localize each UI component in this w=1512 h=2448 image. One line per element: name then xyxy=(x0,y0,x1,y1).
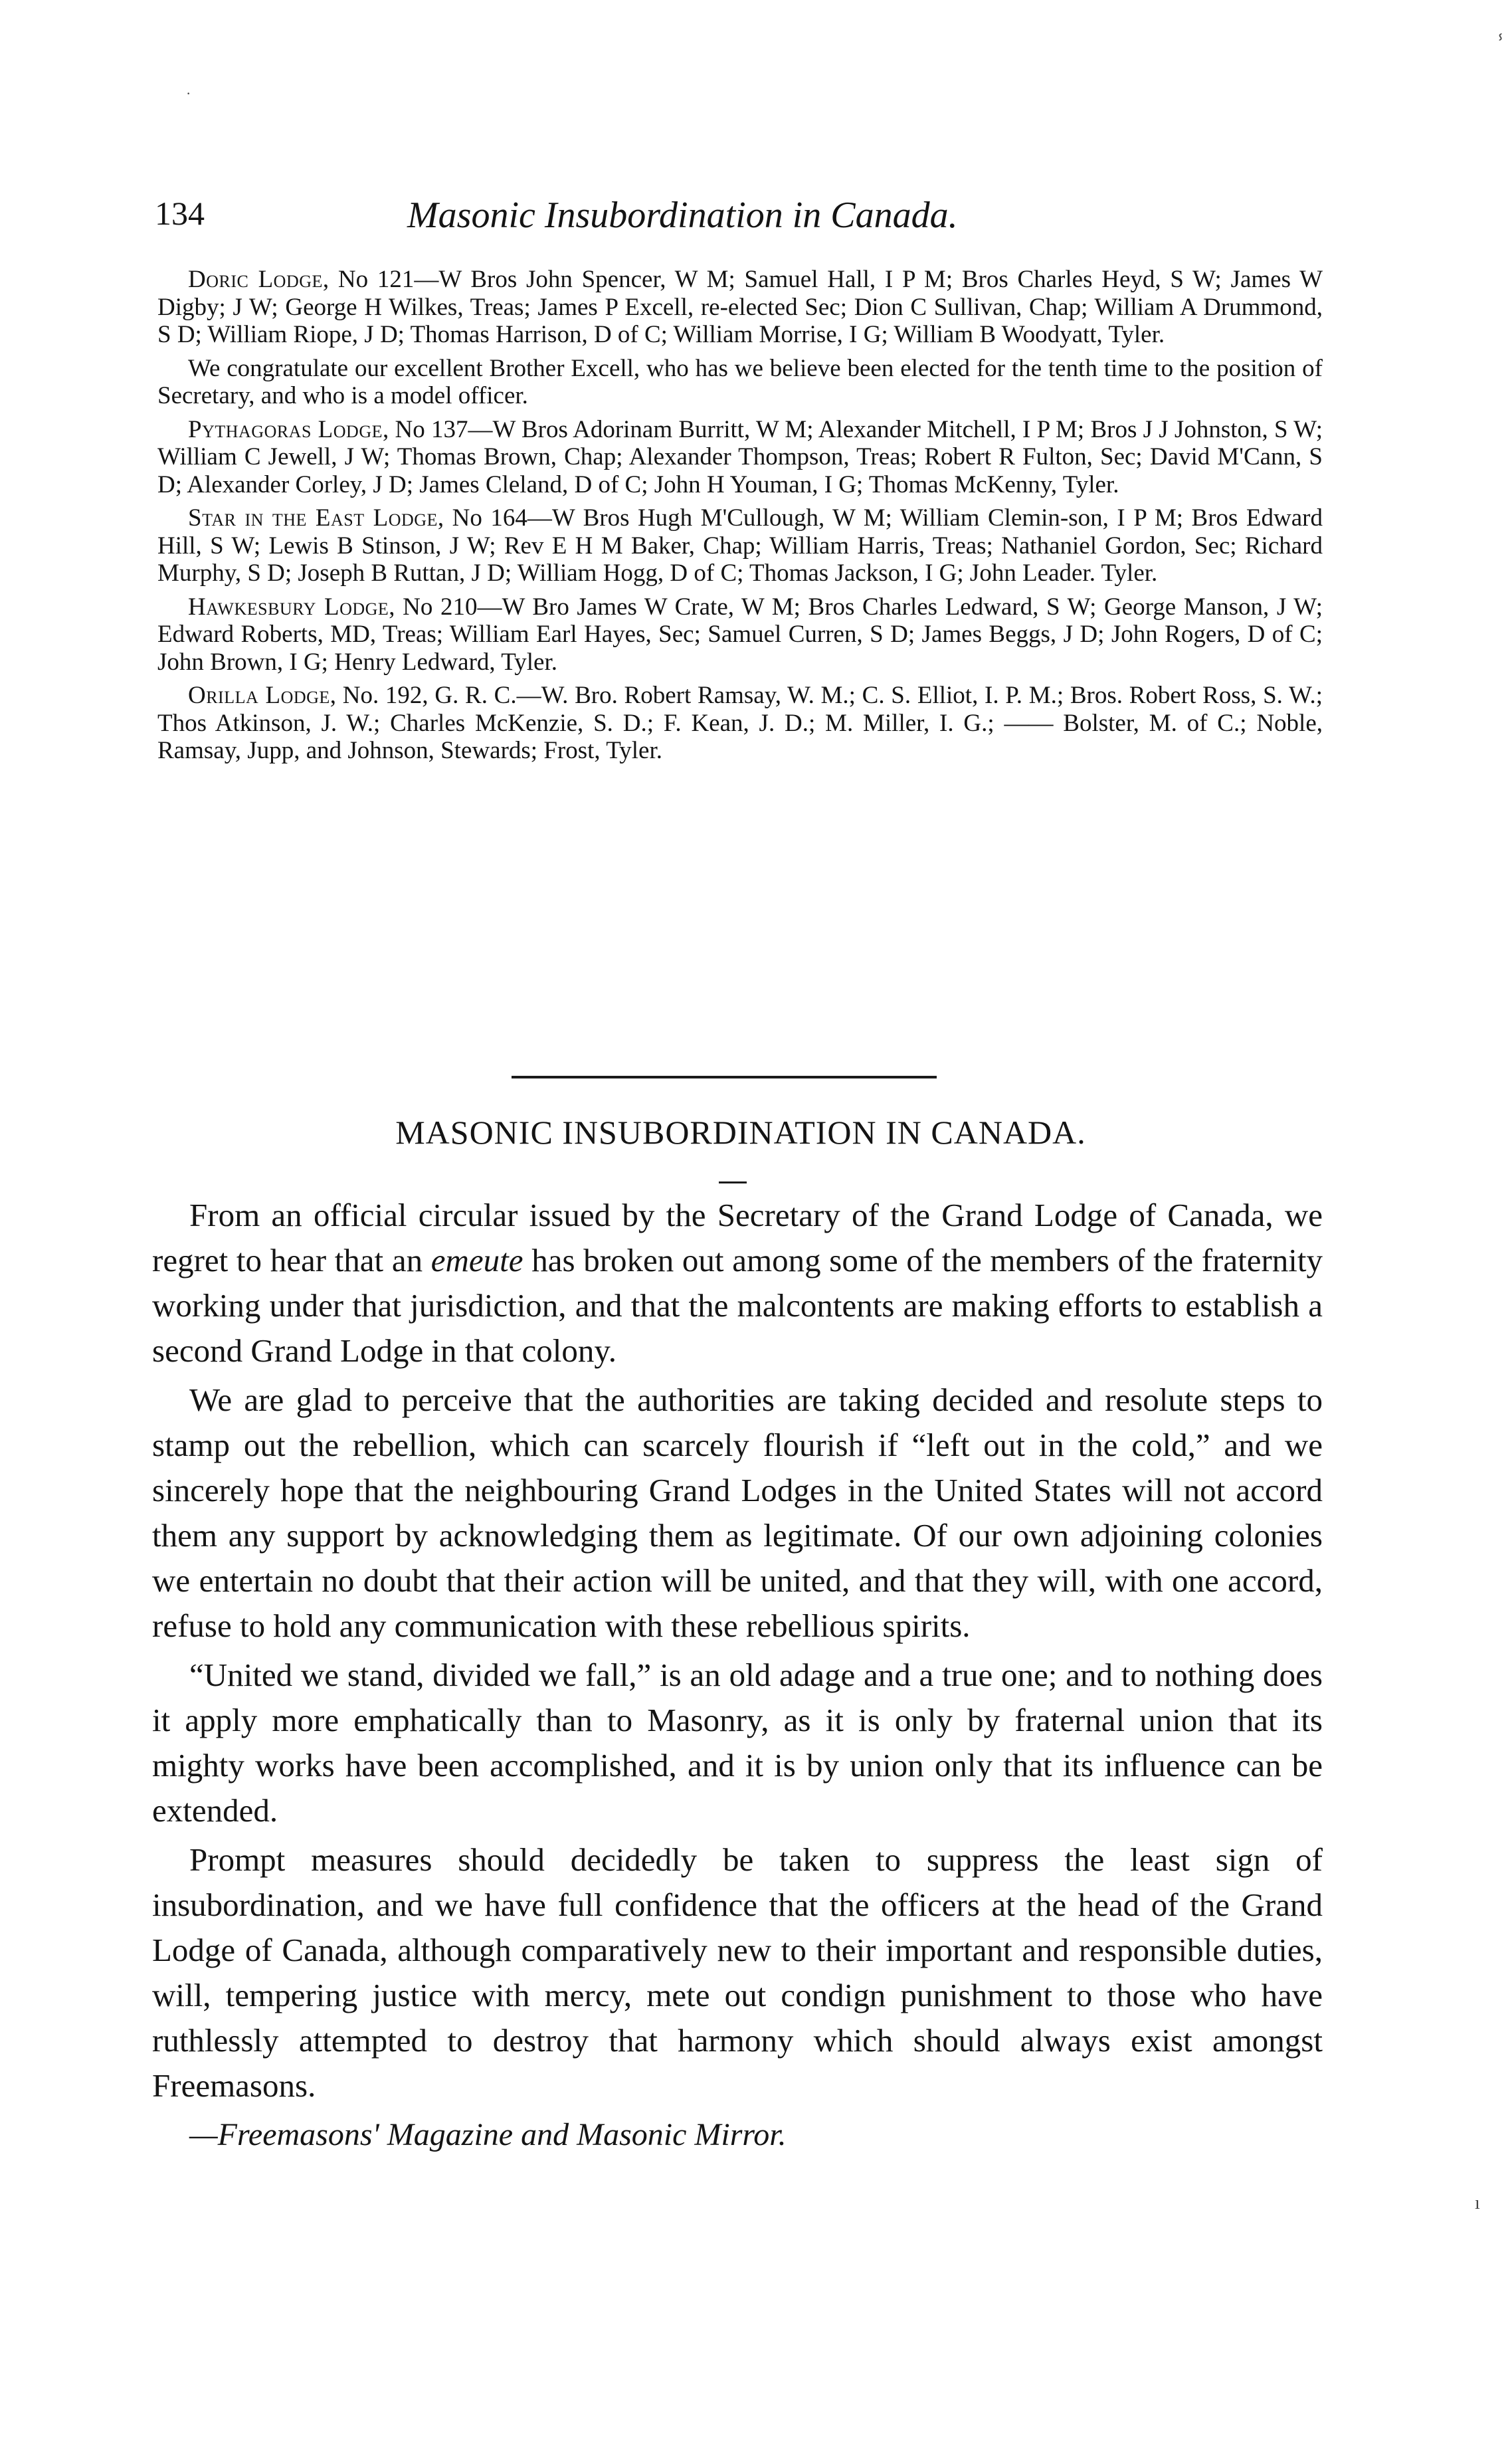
lodge-officers-list xyxy=(157,266,1323,771)
lodge-officers: , No 137—W Bros Adorinam Burritt, W M; Alexander Mitchell, I P M; Bros J J Johnston, S W; William C Jewell, J W; Thomas Brown, Chap; Alexander Thompson, Treas; Robert R Fulton, Sec; David M'Cann, S D; Alexander Corley, J D; James Cleland, D of C; John H Youman, I G; Thomas McKenny, Tyler. xyxy=(157,415,1323,498)
article-body xyxy=(152,1193,1323,2162)
page-speck: · xyxy=(186,85,191,102)
lodge-officers: , No 210—W Bro James W Crate, W M; Bros Charles Ledward, S W; George Manson, J W; Edward Roberts, MD, Treas; William Earl Hayes, Sec; Samuel Curren, S D; James Beggs, J D; John Rogers, D of C; John Brown, I G; Henry Ledward, Tyler. xyxy=(157,593,1323,676)
p1-text-start: From an official circular issued by the Secretary of the Grand Lodge of Canada, we regret to hear that an xyxy=(152,1197,1323,1278)
lodge-name: Pythagoras Lodge xyxy=(188,415,383,443)
page-mark: ⸯ xyxy=(1495,36,1507,58)
lodge-entry-hawkesbury xyxy=(157,593,1323,676)
lodge-entry-orilla xyxy=(157,682,1323,765)
article-paragraph-3: “United we stand, divided we fall,” is an old adage and a true one; and to nothing does it apply more emphatically than to Masonry, as it is only by fraternal union that its mighty works have been accomplished, and it is by union only that its influence can be extended. xyxy=(152,1657,1323,1829)
note-text: We congratulate our excellent Brother Excell, who has we believe been elected for the tenth time to the position of Secretary, and who is a model officer. xyxy=(157,354,1323,409)
lodge-officers: , No. 192, G. R. C.—W. Bro. Robert Ramsay, W. M.; C. S. Elliot, I. P. M.; Bros. Robert Ross, S. W.; Thos Atkinson, J. W.; Charles McKenzie, S. D.; F. Kean, J. D.; M. Miller, I. G.; —— Bolster, M. of C.; Noble, Ramsay, Jupp, and Johnson, Stewards; Frost, Tyler. xyxy=(157,682,1323,764)
lodge-officers: , No 164—W Bros Hugh M'Cullough, W M; William Clemin-son, I P M; Bros Edward Hill, S W; Lewis B Stinson, J W; Rev E H M Baker, Chap; William Harris, Treas; Nathaniel Gordon, Sec; Richard Murphy, S D; Joseph B Ruttan, J D; William Hogg, D of C; Thomas Jackson, I G; John Leader. Tyler. xyxy=(157,504,1323,587)
lodge-entry-star-in-the-east xyxy=(157,504,1323,587)
running-title: Masonic Insubordination in Canada. xyxy=(407,195,958,236)
lodge-name: Doric Lodge xyxy=(188,266,323,293)
lodge-officers: , No 121—W Bros John Spencer, W M; Samuel Hall, I P M; Bros Charles Heyd, S W; James W Digby; J W; George H Wilkes, Treas; James P Excell, re-elected Sec; Dion C Sullivan, Chap; William A Drummond, S D; William Riope, J D; Thomas Harrison, D of C; William Morrise, I G; William B Woodyatt, Tyler. xyxy=(157,266,1323,348)
lodge-entry-doric xyxy=(157,266,1323,349)
section-divider xyxy=(512,1076,937,1078)
lodge-name: Hawkesbury Lodge xyxy=(188,593,389,621)
p1-text-end: has broken out among some of the members of the fraternity working under that jurisdiction, and that the malcontents are making efforts to establish a second Grand Lodge in that colony. xyxy=(152,1242,1323,1369)
lodge-name: Star in the East Lodge xyxy=(188,504,438,532)
emphasis-word: emeute xyxy=(430,1242,523,1278)
lodge-name: Orilla Lodge xyxy=(188,682,330,709)
article-paragraph-1 xyxy=(152,1193,1323,1374)
running-head xyxy=(155,194,1311,247)
article-title: MASONIC INSUBORDINATION IN CANADA. xyxy=(395,1114,1086,1151)
article-paragraph-2: We are glad to perceive that the authorities are taking decided and resolute steps to stamp out the rebellion, which can scarcely flourish if “left out in the cold,” and we sincerely hope that the neighbouring Grand Lodges in the United States will not accord them any support by acknowledging them as legitimate. Of our own adjoining colonies we entertain no doubt that their action will be united, and that they will, with one accord, refuse to hold any communication with these rebellious spirits. xyxy=(152,1381,1323,1644)
editorial-note xyxy=(157,355,1323,410)
source-citation: —Freemasons' Magazine and Masonic Mirror. xyxy=(189,2117,787,2152)
title-dash xyxy=(719,1181,747,1183)
page-speck: ı xyxy=(1475,2193,1480,2213)
article-paragraph-4: Prompt measures should decidedly be taken to suppress the least sign of insubordination, and we have full confidence that the officers at the head of the Grand Lodge of Canada, although comparatively new to their important and responsible duties, will, tempering justice with mercy, mete out condign punishment to those who have ruthlessly attempted to destroy that harmony which should always exist amongst Freemasons. xyxy=(152,1841,1323,2104)
page-number: 134 xyxy=(155,195,205,232)
lodge-entry-pythagoras xyxy=(157,416,1323,499)
